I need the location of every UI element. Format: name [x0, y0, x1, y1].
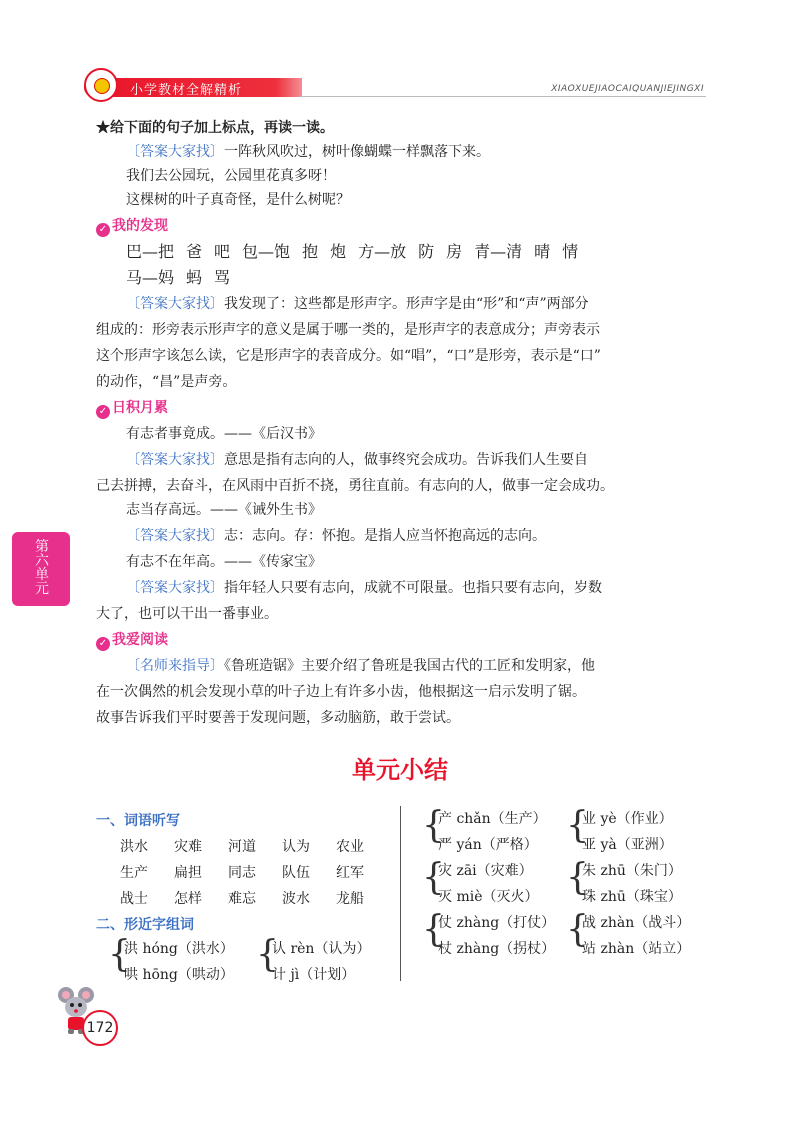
- accumulate-heading: ✓ 日积月累: [96, 398, 168, 419]
- discover-char: 抱: [302, 242, 319, 261]
- dictation-word: 队伍: [282, 865, 310, 881]
- unit-side-tab-label: 第六单元: [35, 539, 49, 597]
- header-title: 小学教材全解精析: [130, 83, 243, 98]
- publisher-logo-icon: [84, 68, 118, 102]
- dictation-word: 红军: [336, 865, 364, 881]
- summary-heading-similar-chars: 二、形近字组词: [96, 917, 194, 933]
- word-row: [120, 888, 390, 908]
- teacher-tag: 〔名师来指导〕: [126, 658, 224, 674]
- discover-char-row-2: [126, 268, 242, 288]
- answer-tag: 〔答案大家找〕: [126, 296, 224, 312]
- similar-char-pair: 战 zhàn（战斗） 站 zhàn（站立）: [582, 915, 691, 957]
- check-badge-icon: ✓: [96, 405, 110, 419]
- reading-heading: ✓ 我爱阅读: [96, 630, 168, 651]
- page-number: 172: [82, 1010, 118, 1046]
- dictation-word: 难忘: [228, 891, 256, 907]
- brace-icon: {: [566, 805, 589, 846]
- punct-answer-line-3: 这棵树的叶子真奇怪，是什么树呢？: [126, 192, 350, 208]
- column-divider: [400, 806, 401, 981]
- brace-icon: {: [422, 805, 445, 846]
- brace-icon: {: [566, 909, 589, 950]
- discover-char-row-1: [126, 242, 590, 262]
- discover-answer-line-3: 这个形声字该怎么读，它是形声字的表音成分。如“唱”，“口”是形旁，表示是“口”: [96, 348, 601, 364]
- reading-line-2: 在一次偶然的机会发现小草的叶子边上有许多小齿，他根据这一启示发明了锯。: [96, 684, 586, 700]
- discover-char: 炮: [330, 242, 347, 261]
- reading-line-1: 〔名师来指导〕《鲁班造锯》主要介绍了鲁班是我国古代的工匠和发明家，他: [126, 658, 595, 674]
- discover-char: 情: [562, 242, 579, 261]
- discover-char: 骂: [214, 268, 231, 287]
- answer-tag: 〔答案大家找〕: [126, 528, 224, 544]
- discover-char: 吧: [214, 242, 231, 261]
- punct-answer-line-1: 〔答案大家找〕一阵秋风吹过，树叶像蝴蝶一样飘落下来。: [126, 144, 490, 160]
- brace-icon: {: [108, 934, 131, 975]
- brace-icon: {: [422, 909, 445, 950]
- dictation-word: 怎样: [174, 891, 202, 907]
- dictation-word: 同志: [228, 865, 256, 881]
- header-pinyin: XIAOXUEJIAOCAIQUANJIEJINGXI: [551, 84, 704, 94]
- header-rule: [300, 96, 706, 97]
- unit-summary-title: 单元小结: [352, 756, 448, 784]
- discover-char: 马—妈: [126, 268, 175, 287]
- dictation-word: 扁担: [174, 865, 202, 881]
- similar-char-pair: 业 yè（作业） 亚 yà（亚洲）: [582, 811, 673, 853]
- brace-icon: {: [566, 857, 589, 898]
- reading-line-3: 故事告诉我们平时要善于发现问题，多动脑筋，敢于尝试。: [96, 710, 460, 726]
- discover-char: 爸: [186, 242, 203, 261]
- dictation-word: 灾难: [174, 839, 202, 855]
- punct-answer-line-2: 我们去公园玩，公园里花真多呀！: [126, 168, 336, 184]
- dictation-word: 波水: [282, 891, 310, 907]
- discover-answer-line-2: 组成的：形旁表示形声字的意义是属于哪一类的，是形声字的表意成分；声旁表示: [96, 322, 600, 338]
- discover-char: 巴—把: [126, 242, 175, 261]
- dictation-word: 生产: [120, 865, 148, 881]
- brace-icon: {: [256, 934, 279, 975]
- answer-tag: 〔答案大家找〕: [126, 452, 224, 468]
- similar-char-pair: 洪 hóng（洪水） 哄 hōng（哄动）: [124, 941, 234, 983]
- similar-char-pair: 认 rèn（认为） 计 jì（计划）: [272, 941, 371, 983]
- saying-3-answer-a: 〔答案大家找〕指年轻人只要有志向，成就不可限量。也指只要有志向，岁数: [126, 580, 602, 596]
- answer-tag: 〔答案大家找〕: [126, 580, 224, 596]
- saying-1-answer-a: 〔答案大家找〕意思是指有志向的人，做事终究会成功。告诉我们人生要自: [126, 452, 588, 468]
- discover-answer-line-4: 的动作，“昌”是声旁。: [96, 374, 237, 390]
- discover-char: 蚂: [186, 268, 203, 287]
- discover-char: 包—饱: [242, 242, 291, 261]
- saying-3-answer-b: 大了，也可以干出一番事业。: [96, 606, 278, 622]
- dictation-word: 农业: [336, 839, 364, 855]
- check-badge-icon: ✓: [96, 223, 110, 237]
- discover-char: 青—清: [474, 242, 523, 261]
- dictation-word: 认为: [282, 839, 310, 855]
- punct-heading: ★给下面的句子加上标点，再读一读。: [96, 120, 334, 136]
- summary-heading-dictation: 一、词语听写: [96, 813, 180, 829]
- saying-2-answer: 〔答案大家找〕志：志向。存：怀抱。是指人应当怀抱高远的志向。: [126, 528, 546, 544]
- discover-char: 房: [446, 242, 463, 261]
- saying-1: 有志者事竟成。——《后汉书》: [126, 426, 322, 442]
- dictation-word: 洪水: [120, 839, 148, 855]
- similar-char-pair: 产 chǎn（生产） 严 yán（严格）: [438, 811, 547, 853]
- dictation-word: 龙船: [336, 891, 364, 907]
- word-row: [120, 836, 390, 856]
- answer-tag: 〔答案大家找〕: [126, 144, 224, 160]
- saying-1-answer-b: 己去拼搏，去奋斗，在风雨中百折不挠，勇往直前。有志向的人，做事一定会成功。: [96, 478, 614, 494]
- discover-char: 晴: [534, 242, 551, 261]
- discover-char: 方—放: [358, 242, 407, 261]
- discover-heading: ✓ 我的发现: [96, 216, 168, 237]
- discover-answer-line-1: 〔答案大家找〕我发现了：这些都是形声字。形声字是由“形”和“声”两部分: [126, 296, 589, 312]
- discover-char: 防: [418, 242, 435, 261]
- dictation-word: 河道: [228, 839, 256, 855]
- dictation-word: 战士: [120, 891, 148, 907]
- saying-2: 志当存高远。——《诫外生书》: [126, 502, 322, 518]
- word-row: [120, 862, 390, 882]
- brace-icon: {: [422, 857, 445, 898]
- similar-char-pair: 仗 zhàng（打仗） 杖 zhàng（拐杖）: [438, 915, 556, 957]
- similar-char-pair: 朱 zhū（朱门） 珠 zhū（珠宝）: [582, 863, 682, 905]
- similar-char-pair: 灾 zāi（灾难） 灭 miè（灭火）: [438, 863, 539, 905]
- saying-3: 有志不在年高。——《传家宝》: [126, 554, 322, 570]
- check-badge-icon: ✓: [96, 637, 110, 651]
